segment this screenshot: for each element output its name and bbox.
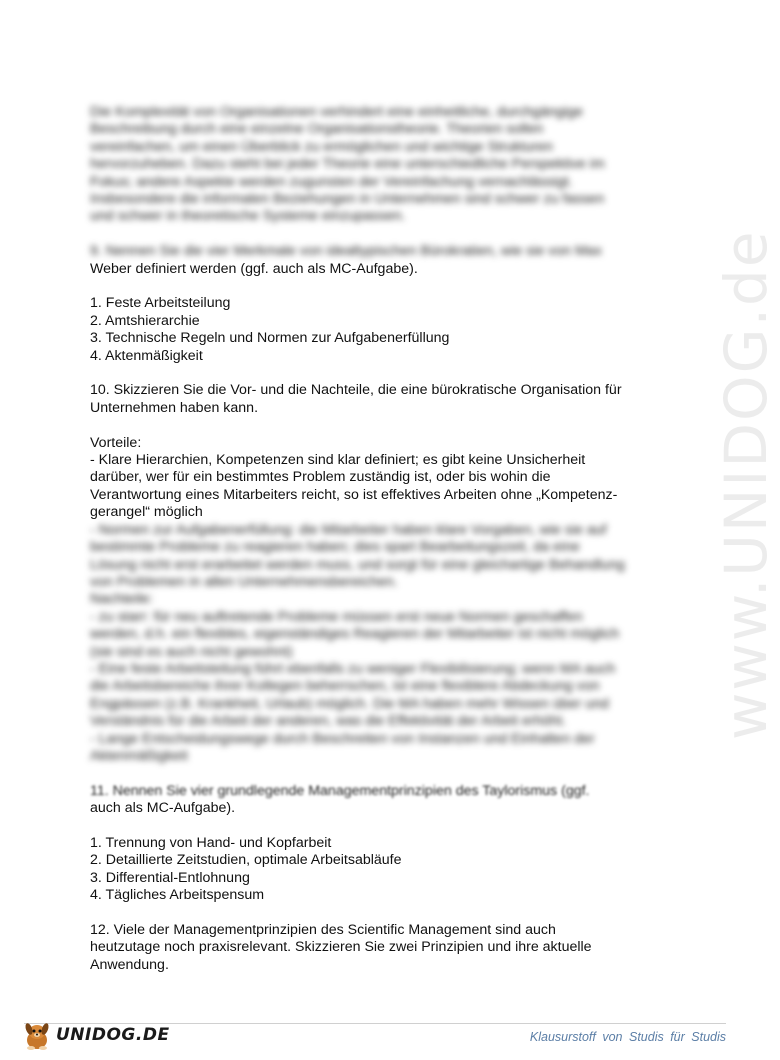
- answer-item: 4. Tägliches Arbeitspensum: [90, 887, 265, 904]
- text-line: bestimmte Probleme zu reagieren haben; dies spart Bearbeitungszeit, da eine: [90, 539, 580, 556]
- text-line: - zu starr: für neu auftretende Probleme müssen erst neue Normen geschaffen: [90, 608, 583, 625]
- question-11: [90, 783, 670, 905]
- answer-item: 1. Feste Arbeitsteilung: [90, 295, 231, 312]
- answer-item: 2. Amtshierarchie: [90, 312, 200, 329]
- question-10: [90, 382, 670, 765]
- dog-mascot-icon: [20, 1018, 54, 1052]
- text-line: Verantwortung eines Mitarbeiters reicht, so ist effektives Arbeiten ohne „Kompetenz-: [90, 486, 618, 503]
- question-10-line: Unternehmen haben kann.: [90, 399, 259, 416]
- text-line: (sie sind es auch nicht gewohnt): [90, 643, 293, 660]
- question-10-line: 10. Skizzieren Sie die Vor- und die Nachteile, die eine bürokratische Organisation für: [90, 382, 622, 399]
- intro-paragraph-blurred: [90, 104, 670, 226]
- question-11-line-1: 11. Nennen Sie vier grundlegende Managementprinzipien des Taylorismus (ggf.: [90, 782, 590, 799]
- text-line: Insbesondere die informalen Beziehungen in Unternehmen sind schwer zu fassen: [90, 191, 605, 208]
- text-line: Engpässen (z.B. Krankheit, Urlaub) möglich. Die MA haben mehr Wissen über und: [90, 695, 609, 712]
- blurred-section: [90, 522, 670, 766]
- answer-item: 1. Trennung von Hand- und Kopfarbeit: [90, 834, 332, 851]
- text-line: darüber, wer für ein bestimmtes Problem zuständig ist, oder bis wohin die: [90, 469, 551, 486]
- text-line: Verständnis für die Arbeit der anderen, was die Effektivität der Arbeit erhöht.: [90, 713, 567, 730]
- text-line: Aktenmäßigkeit: [90, 747, 188, 764]
- answer-item: 2. Detaillierte Zeitstudien, optimale Arbeitsabläufe: [90, 852, 402, 869]
- answer-item: 3. Technische Regeln und Normen zur Aufgabenerfüllung: [90, 330, 450, 347]
- text-line: vereinfachen, um einen Überblick zu ermöglichen und wichtige Strukturen: [90, 138, 553, 155]
- text-line: - Lange Entscheidungswege durch Beschreiten von Instanzen und Einhalten der: [90, 730, 595, 747]
- text-line: - Klare Hierarchien, Kompetenzen sind klar definiert; es gibt keine Unsicherheit: [90, 452, 586, 469]
- answer-item: 3. Differential-Entlohnung: [90, 869, 250, 886]
- text-line: hervorzuheben. Dazu steht bei jeder Theorie eine unterschiedliche Perspektive im: [90, 156, 605, 173]
- question-12: [90, 922, 670, 974]
- question-9: [90, 243, 670, 365]
- text-line: gerangel“ möglich: [90, 504, 203, 521]
- footer-tagline: Klausurstoff von Studis für Studis: [529, 1030, 726, 1044]
- document-body: [90, 104, 670, 974]
- question-12-line: Anwendung.: [90, 956, 169, 973]
- text-line: - Eine feste Arbeitsteilung führt ebenfalls zu weniger Flexibilisierung; wenn MA auch: [90, 660, 616, 677]
- text-line: Die Komplexität von Organisationen verhindert eine einheitliche, durchgängige: [90, 104, 583, 120]
- watermark: www.UNIDOG.de: [712, 229, 780, 740]
- nachteile-heading: Nachteile:: [90, 591, 154, 608]
- unidog-logo[interactable]: [20, 1018, 170, 1052]
- text-line: Beschreibung durch eine einzelne Organisationstheorie. Theorien sollen: [90, 121, 544, 138]
- text-line: Fokus; andere Aspekte werden zugunsten der Vereinfachung vernachlässigt.: [90, 173, 573, 190]
- question-9-line-2: Weber definiert werden (ggf. auch als MC-Aufgabe).: [90, 260, 418, 277]
- text-line: Lösung nicht erst erarbeitet werden muss, und sorgt für eine gleichartige Behandlung: [90, 556, 625, 573]
- vorteile-heading: Vorteile:: [90, 434, 142, 451]
- text-line: von Problemen in allen Unternehmensbereichen.: [90, 573, 398, 590]
- text-line: - Normen zur Aufgabenerfüllung: die Mitarbeiter haben klare Vorgaben, wie sie auf: [90, 521, 607, 538]
- text-line: werden, d.h. ein flexibles, eigenständiges Reagieren der Mitarbeiter ist nicht möglich: [90, 626, 620, 643]
- question-9-line-1: 9. Nennen Sie die vier Merkmale von idealtypischen Bürokratien, wie sie von Max: [90, 243, 602, 260]
- question-11-line-2: auch als MC-Aufgabe).: [90, 800, 236, 817]
- text-line: und schwer in theoretische Systeme einzupassen.: [90, 208, 406, 225]
- question-12-line: 12. Viele der Managementprinzipien des Scientific Management sind auch: [90, 921, 556, 938]
- question-12-line: heutzutage noch praxisrelevant. Skizzieren Sie zwei Prinzipien und ihre aktuelle: [90, 939, 592, 956]
- text-line: die Arbeitsbereiche ihrer Kollegen beherrschen, ist eine flexiblere Abdeckung von: [90, 678, 600, 695]
- logo-text: UNIDOG.DE: [56, 1025, 170, 1045]
- answer-item: 4. Aktenmäßigkeit: [90, 347, 203, 364]
